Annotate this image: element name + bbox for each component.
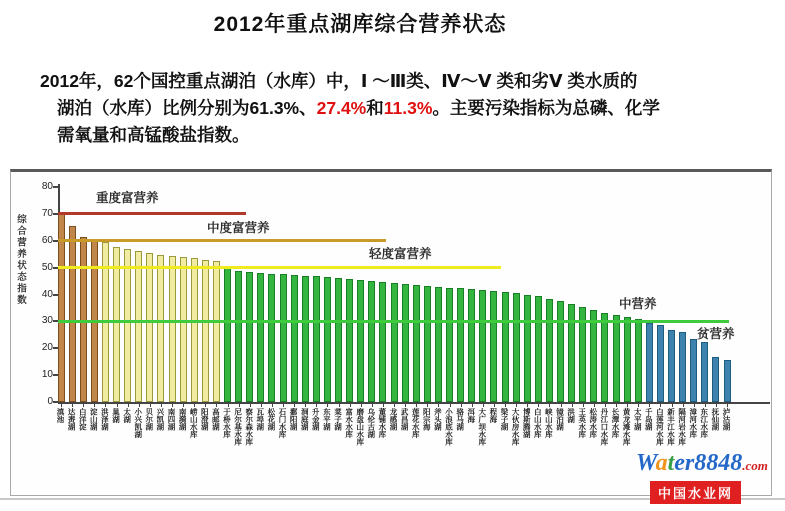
highlight-percent-iv-v: 27.4% [316,98,367,118]
summary-segment: 需氧量和高锰酸盐指数。 [57,125,250,145]
summary-text-line1 [40,68,637,93]
watermark-subtitle: 中国水业网 [650,481,741,504]
y-tick-label: 0 [47,396,53,407]
x-category-label: 于桥水库 [222,408,232,438]
x-category-label: 千岛湖 [644,408,654,431]
x-tick-mark [216,404,217,407]
x-tick-mark [283,404,284,407]
bar [435,287,442,402]
bar [124,249,131,402]
bar [546,299,553,402]
x-tick-mark [605,404,606,407]
x-tick-mark [172,404,173,407]
x-category-label: 骆马湖 [455,408,465,431]
bar [590,310,597,402]
reference-line-label: 轻度富营养 [369,247,432,261]
watermark-letter: er8848 [674,450,743,476]
x-category-label: 升金湖 [311,408,321,431]
x-category-label: 太湖 [122,408,132,423]
bar [280,274,287,402]
bar [402,284,409,402]
y-tick-label: 40 [41,288,53,300]
x-category-label: 程海 [488,408,498,423]
bar [679,332,686,402]
x-tick-mark [660,404,661,407]
x-category-label: 洪湖 [566,408,576,423]
summary-segment: 和 [366,98,384,118]
bar [391,283,398,402]
x-tick-mark [583,404,584,407]
trophic-status-bar-chart [10,169,772,496]
x-category-label: 松花湖 [266,408,276,431]
bar [646,323,653,402]
x-category-label: 大广坝水库 [477,408,487,446]
x-tick-mark [572,404,573,407]
x-tick-mark [683,404,684,407]
x-tick-mark [483,404,484,407]
x-tick-mark [505,404,506,407]
x-tick-mark [549,404,550,407]
x-category-label: 漳河水库 [688,408,698,438]
x-category-label: 鄱阳湖 [289,408,299,431]
bar [724,360,731,402]
bar [490,291,497,402]
x-tick-mark [416,404,417,407]
x-tick-mark [461,404,462,407]
x-category-label: 尼尔基水库 [233,408,243,446]
x-tick-mark [83,404,84,407]
x-category-label: 洱海 [466,408,476,423]
bar [668,330,675,402]
x-category-label: 丹江口水库 [599,408,609,446]
x-category-label: 松涛水库 [588,408,598,438]
x-category-label: 富水水库 [344,408,354,438]
x-tick-mark [472,404,473,407]
x-category-label: 阳宗海 [422,408,432,431]
bar [180,257,187,402]
bar [624,317,631,402]
reference-line-30 [58,320,729,323]
reference-line-70 [58,212,246,215]
x-category-label: 莲花水库 [411,408,421,438]
x-tick-mark [316,404,317,407]
x-tick-mark [128,404,129,407]
highlight-percent-bad-v: 11.3% [383,98,433,118]
bar [268,274,275,402]
x-tick-mark [694,404,695,407]
y-tick-label: 20 [41,342,53,354]
bar [502,292,509,402]
x-tick-mark [150,404,151,407]
x-tick-mark [438,404,439,407]
summary-text-line3 [57,122,250,147]
summary-text-line2 [57,95,660,120]
x-category-label: 滇池 [56,408,65,423]
x-category-label: 察尔森水库 [244,408,254,446]
page-title: 2012年重点湖库综合营养状态 [213,13,507,36]
x-tick-mark [538,404,539,407]
summary-segment: 湖泊（水库）比例分别为61.3%、 [57,98,317,118]
bar [568,304,575,402]
bar [657,325,664,402]
x-tick-mark [239,404,240,407]
bar [613,315,620,402]
x-category-label: 白莲河水库 [655,408,665,446]
bar [69,226,76,402]
x-category-label: 东平湖 [322,408,332,431]
summary-segment: 。主要污染指标为总磷、化学 [432,98,660,118]
bar [291,275,298,402]
x-tick-mark [339,404,340,407]
bar [635,319,642,402]
x-category-label: 南四湖 [167,408,176,431]
watermark-tld: .com [742,458,768,473]
x-tick-mark [294,404,295,407]
x-tick-mark [672,404,673,407]
x-category-label: 武昌湖 [400,408,410,431]
bar [479,290,486,402]
x-tick-mark [205,404,206,407]
x-category-label: 石门水库 [278,408,287,438]
x-tick-mark [327,404,328,407]
summary-segment: 2012年，62个国控重点湖泊（水库）中，Ⅰ ～Ⅲ类、Ⅳ～Ⅴ 类和劣Ⅴ 类水质的 [40,71,638,91]
x-tick-mark [405,404,406,407]
x-category-label: 洪泽湖 [100,408,110,431]
x-category-label: 巢湖 [111,408,121,423]
reference-line-50 [58,266,501,269]
bar [413,285,420,402]
x-tick-mark [716,404,717,407]
bar [357,280,364,402]
x-axis-line [58,402,770,404]
bar [157,255,164,402]
x-tick-mark [427,404,428,407]
bar [191,258,198,402]
x-category-label: 高邮湖 [211,408,221,431]
x-tick-mark [228,404,229,407]
x-category-label: 峡山水库 [544,408,554,438]
x-category-label: 崂山水库 [189,408,199,438]
x-category-label: 南漪湖 [178,408,188,431]
x-category-label: 董铺水库 [377,408,387,438]
y-tick-mark [53,186,58,188]
x-tick-mark [261,404,262,407]
bar [335,278,342,402]
bar [446,288,453,402]
x-tick-mark [727,404,728,407]
x-category-label: 太平湖 [633,408,643,431]
y-tick-label: 60 [41,234,53,246]
x-tick-mark [494,404,495,407]
x-category-label: 梁子湖 [500,408,509,431]
watermark-letter: t [667,450,675,476]
x-tick-mark [183,404,184,407]
x-category-label: 斧头湖 [433,408,443,431]
bar [257,273,264,402]
x-category-label: 小浪底水库 [444,408,454,446]
x-category-label: 达赉湖 [67,408,77,431]
x-category-label: 白洋淀 [78,408,88,431]
y-tick-label: 80 [41,181,53,192]
x-category-label: 王英水库 [577,408,587,438]
x-tick-mark [594,404,595,407]
x-category-label: 黄龙滩水库 [622,408,632,446]
bar [457,288,464,402]
x-tick-mark [117,404,118,407]
x-category-label: 兴凯湖 [155,408,165,431]
x-category-label: 阳澄湖 [200,408,210,431]
bar [324,277,331,402]
y-tick-label: 30 [41,315,53,327]
bar [601,313,608,402]
watermark-brand-text [636,450,781,479]
bar [113,247,120,402]
watermark-letter: a [655,450,668,476]
x-tick-mark [638,404,639,407]
x-category-label: 乌伦古湖 [366,408,376,438]
x-tick-mark [72,404,73,407]
bar [302,276,309,402]
reference-line-label: 中度富营养 [207,221,270,235]
x-category-label: 磨盘山水库 [355,408,365,446]
x-tick-mark [383,404,384,407]
bar [712,357,719,402]
x-category-label: 泸沽湖 [722,408,731,431]
x-tick-mark [250,404,251,407]
bar [524,295,531,403]
bar [235,271,242,402]
bar [557,301,564,402]
x-category-label: 长潭水库 [611,408,620,438]
x-category-label: 抚仙湖 [710,408,720,431]
bar [146,253,153,402]
reference-line-60 [58,239,386,242]
x-tick-mark [527,404,528,407]
bar [213,261,220,402]
bar [701,342,708,402]
x-tick-mark [139,404,140,407]
reference-line-label: 中营养 [619,297,657,311]
x-tick-mark [372,404,373,407]
x-category-label: 东江水库 [699,408,709,438]
annotation-oligotrophic: 贫营养 [697,327,735,341]
y-axis-title: 综合营养状态指数 [15,214,26,306]
bar [690,339,697,402]
x-category-label: 小兴凯湖 [133,408,143,438]
x-tick-mark [105,404,106,407]
x-tick-mark [394,404,395,407]
bar [346,279,353,402]
bar [368,281,375,402]
x-tick-mark [649,404,650,407]
bar [535,296,542,402]
reference-line-label: 重度富营养 [96,191,159,205]
watermark-letter: W [636,450,656,476]
bar [135,251,142,402]
x-tick-mark [305,404,306,407]
watermark-logo [636,450,781,504]
x-category-label: 白山水库 [533,408,543,438]
x-tick-mark [272,404,273,407]
bar [224,268,231,402]
x-tick-mark [450,404,451,407]
bar [468,289,475,402]
x-tick-mark [61,404,62,407]
x-category-label: 隔河岩水库 [677,408,687,446]
x-category-label: 洞庭湖 [300,408,310,431]
x-tick-mark [161,404,162,407]
y-tick-label: 70 [41,207,53,219]
x-tick-mark [627,404,628,407]
x-category-label: 瓦埠湖 [255,408,265,431]
x-tick-mark [516,404,517,407]
x-tick-mark [705,404,706,407]
bar [246,272,253,402]
x-tick-mark [361,404,362,407]
x-category-label: 大伙房水库 [511,408,521,446]
x-tick-mark [94,404,95,407]
x-category-label: 博斯腾湖 [522,408,532,438]
x-tick-mark [561,404,562,407]
x-category-label: 新丰江水库 [666,408,676,446]
bar [169,256,176,402]
bar [202,260,209,402]
x-category-label: 镜泊湖 [555,408,565,431]
bar [313,276,320,402]
x-category-label: 淀山湖 [89,408,99,431]
bar [424,286,431,402]
bar [513,293,520,402]
x-category-label: 菜子湖 [333,408,343,431]
y-tick-label: 10 [41,369,53,381]
x-tick-mark [350,404,351,407]
x-tick-mark [194,404,195,407]
bar [379,282,386,402]
x-category-label: 贝尔湖 [144,408,154,431]
x-category-label: 龙感湖 [389,408,398,431]
y-tick-label: 50 [41,261,53,273]
x-tick-mark [616,404,617,407]
